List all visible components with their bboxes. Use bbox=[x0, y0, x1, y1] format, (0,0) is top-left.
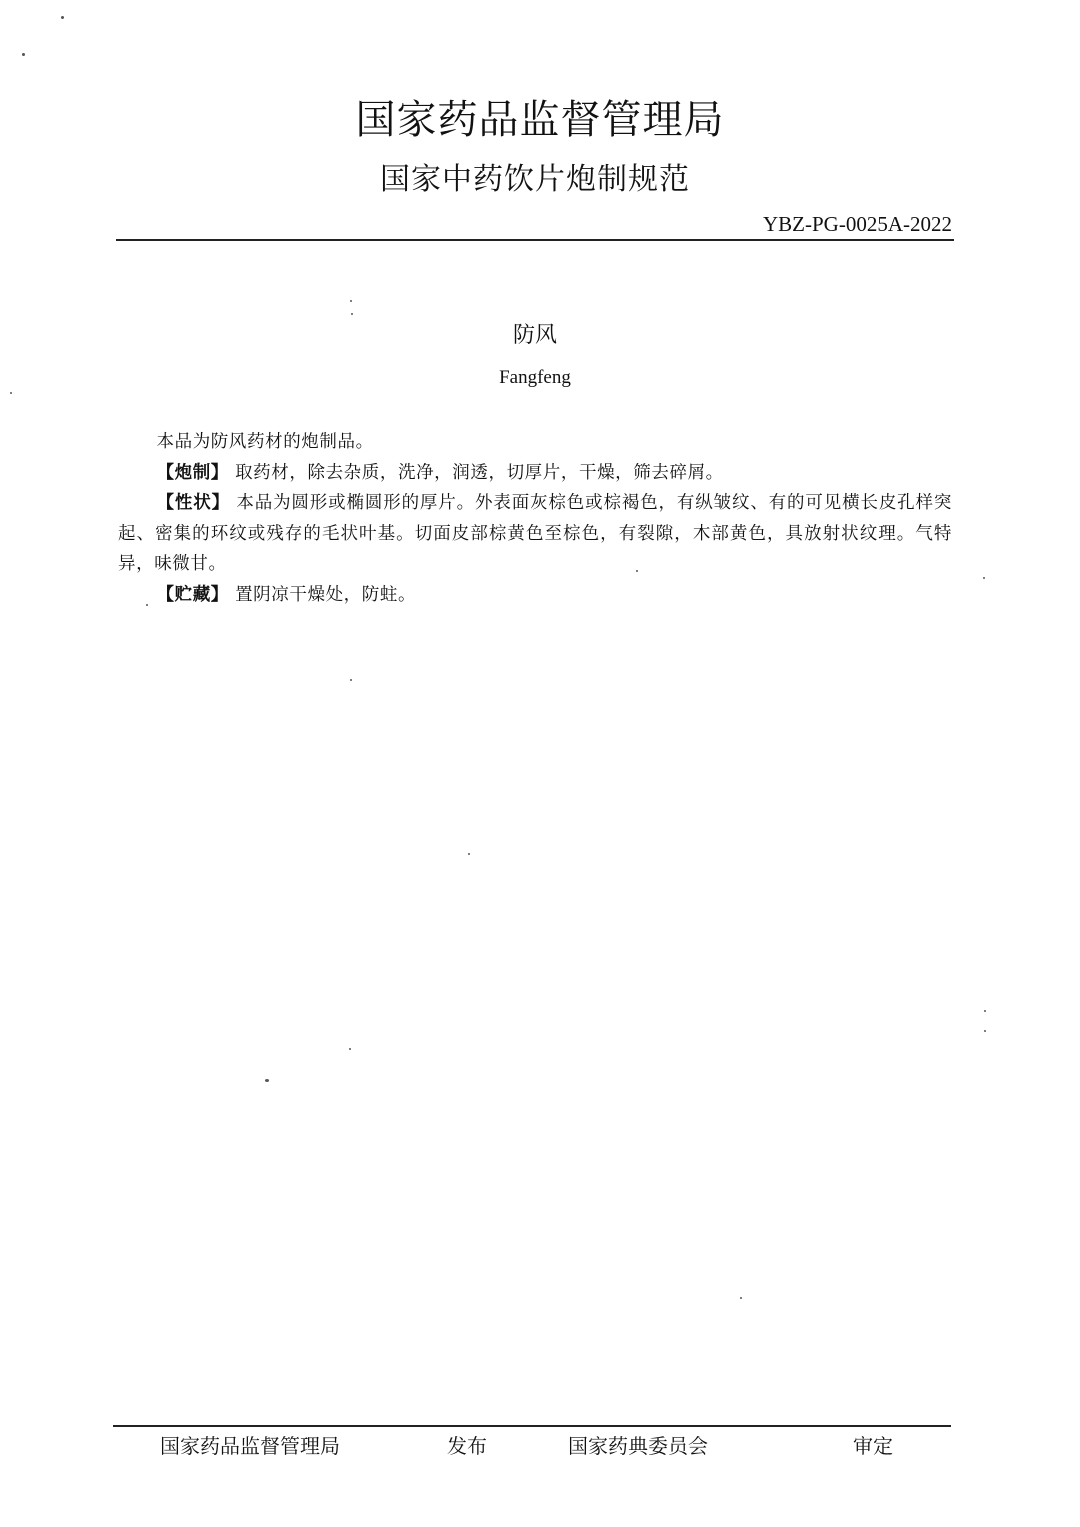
scan-speck bbox=[983, 577, 985, 579]
section-label: 【炮制】 bbox=[156, 462, 229, 483]
footer-reviewer: 国家药典委员会 bbox=[568, 1434, 708, 1458]
footer-review-action: 审定 bbox=[853, 1434, 893, 1458]
footer-issue-action: 发布 bbox=[447, 1434, 487, 1458]
intro-paragraph bbox=[118, 427, 952, 458]
spec-title: 国家中药饮片炮制规范 bbox=[380, 162, 690, 197]
footer-issuer: 国家药品监督管理局 bbox=[160, 1434, 340, 1458]
section-text: 取药材，除去杂质，洗净，润透，切厚片，干燥，筛去碎屑。 bbox=[235, 462, 724, 483]
scan-speck bbox=[350, 300, 352, 302]
monograph-body bbox=[118, 427, 952, 610]
scan-speck bbox=[146, 604, 148, 606]
scan-speck bbox=[349, 1048, 351, 1050]
scan-speck bbox=[984, 1030, 986, 1032]
scan-speck bbox=[351, 313, 353, 315]
section-description bbox=[118, 488, 952, 580]
drug-pinyin: Fangfeng bbox=[499, 367, 571, 388]
scan-speck bbox=[350, 679, 352, 681]
section-label: 【贮藏】 bbox=[156, 584, 229, 605]
scan-speck bbox=[61, 16, 64, 19]
section-processing bbox=[118, 458, 952, 489]
agency-title: 国家药品监督管理局 bbox=[355, 97, 725, 143]
drug-name: 防风 bbox=[512, 323, 557, 348]
section-text: 置阴凉干燥处，防蛀。 bbox=[235, 584, 417, 605]
scan-speck bbox=[636, 570, 638, 572]
section-storage bbox=[118, 580, 952, 611]
section-label: 【性状】 bbox=[156, 493, 230, 513]
footer-divider bbox=[113, 1425, 951, 1427]
scan-speck bbox=[265, 1079, 269, 1082]
scan-speck bbox=[984, 1010, 986, 1012]
section-text: 本品为圆形或椭圆形的厚片。外表面灰棕色或棕褐色，有纵皱纹、有的可见横长皮孔样突起、密集的环纹或残存的毛状叶基。切面皮部棕黄色至棕色，有裂隙，木部黄色，具放射状纹理。气特异，味微甘。 bbox=[118, 493, 952, 574]
standard-code: YBZ-PG-0025A-2022 bbox=[763, 212, 952, 236]
intro-text: 本品为防风药材的炮制品。 bbox=[156, 432, 374, 452]
header-divider bbox=[116, 239, 954, 241]
scan-speck bbox=[22, 53, 25, 56]
scan-speck bbox=[740, 1297, 742, 1299]
scan-speck bbox=[10, 392, 12, 394]
scan-speck bbox=[468, 853, 470, 855]
